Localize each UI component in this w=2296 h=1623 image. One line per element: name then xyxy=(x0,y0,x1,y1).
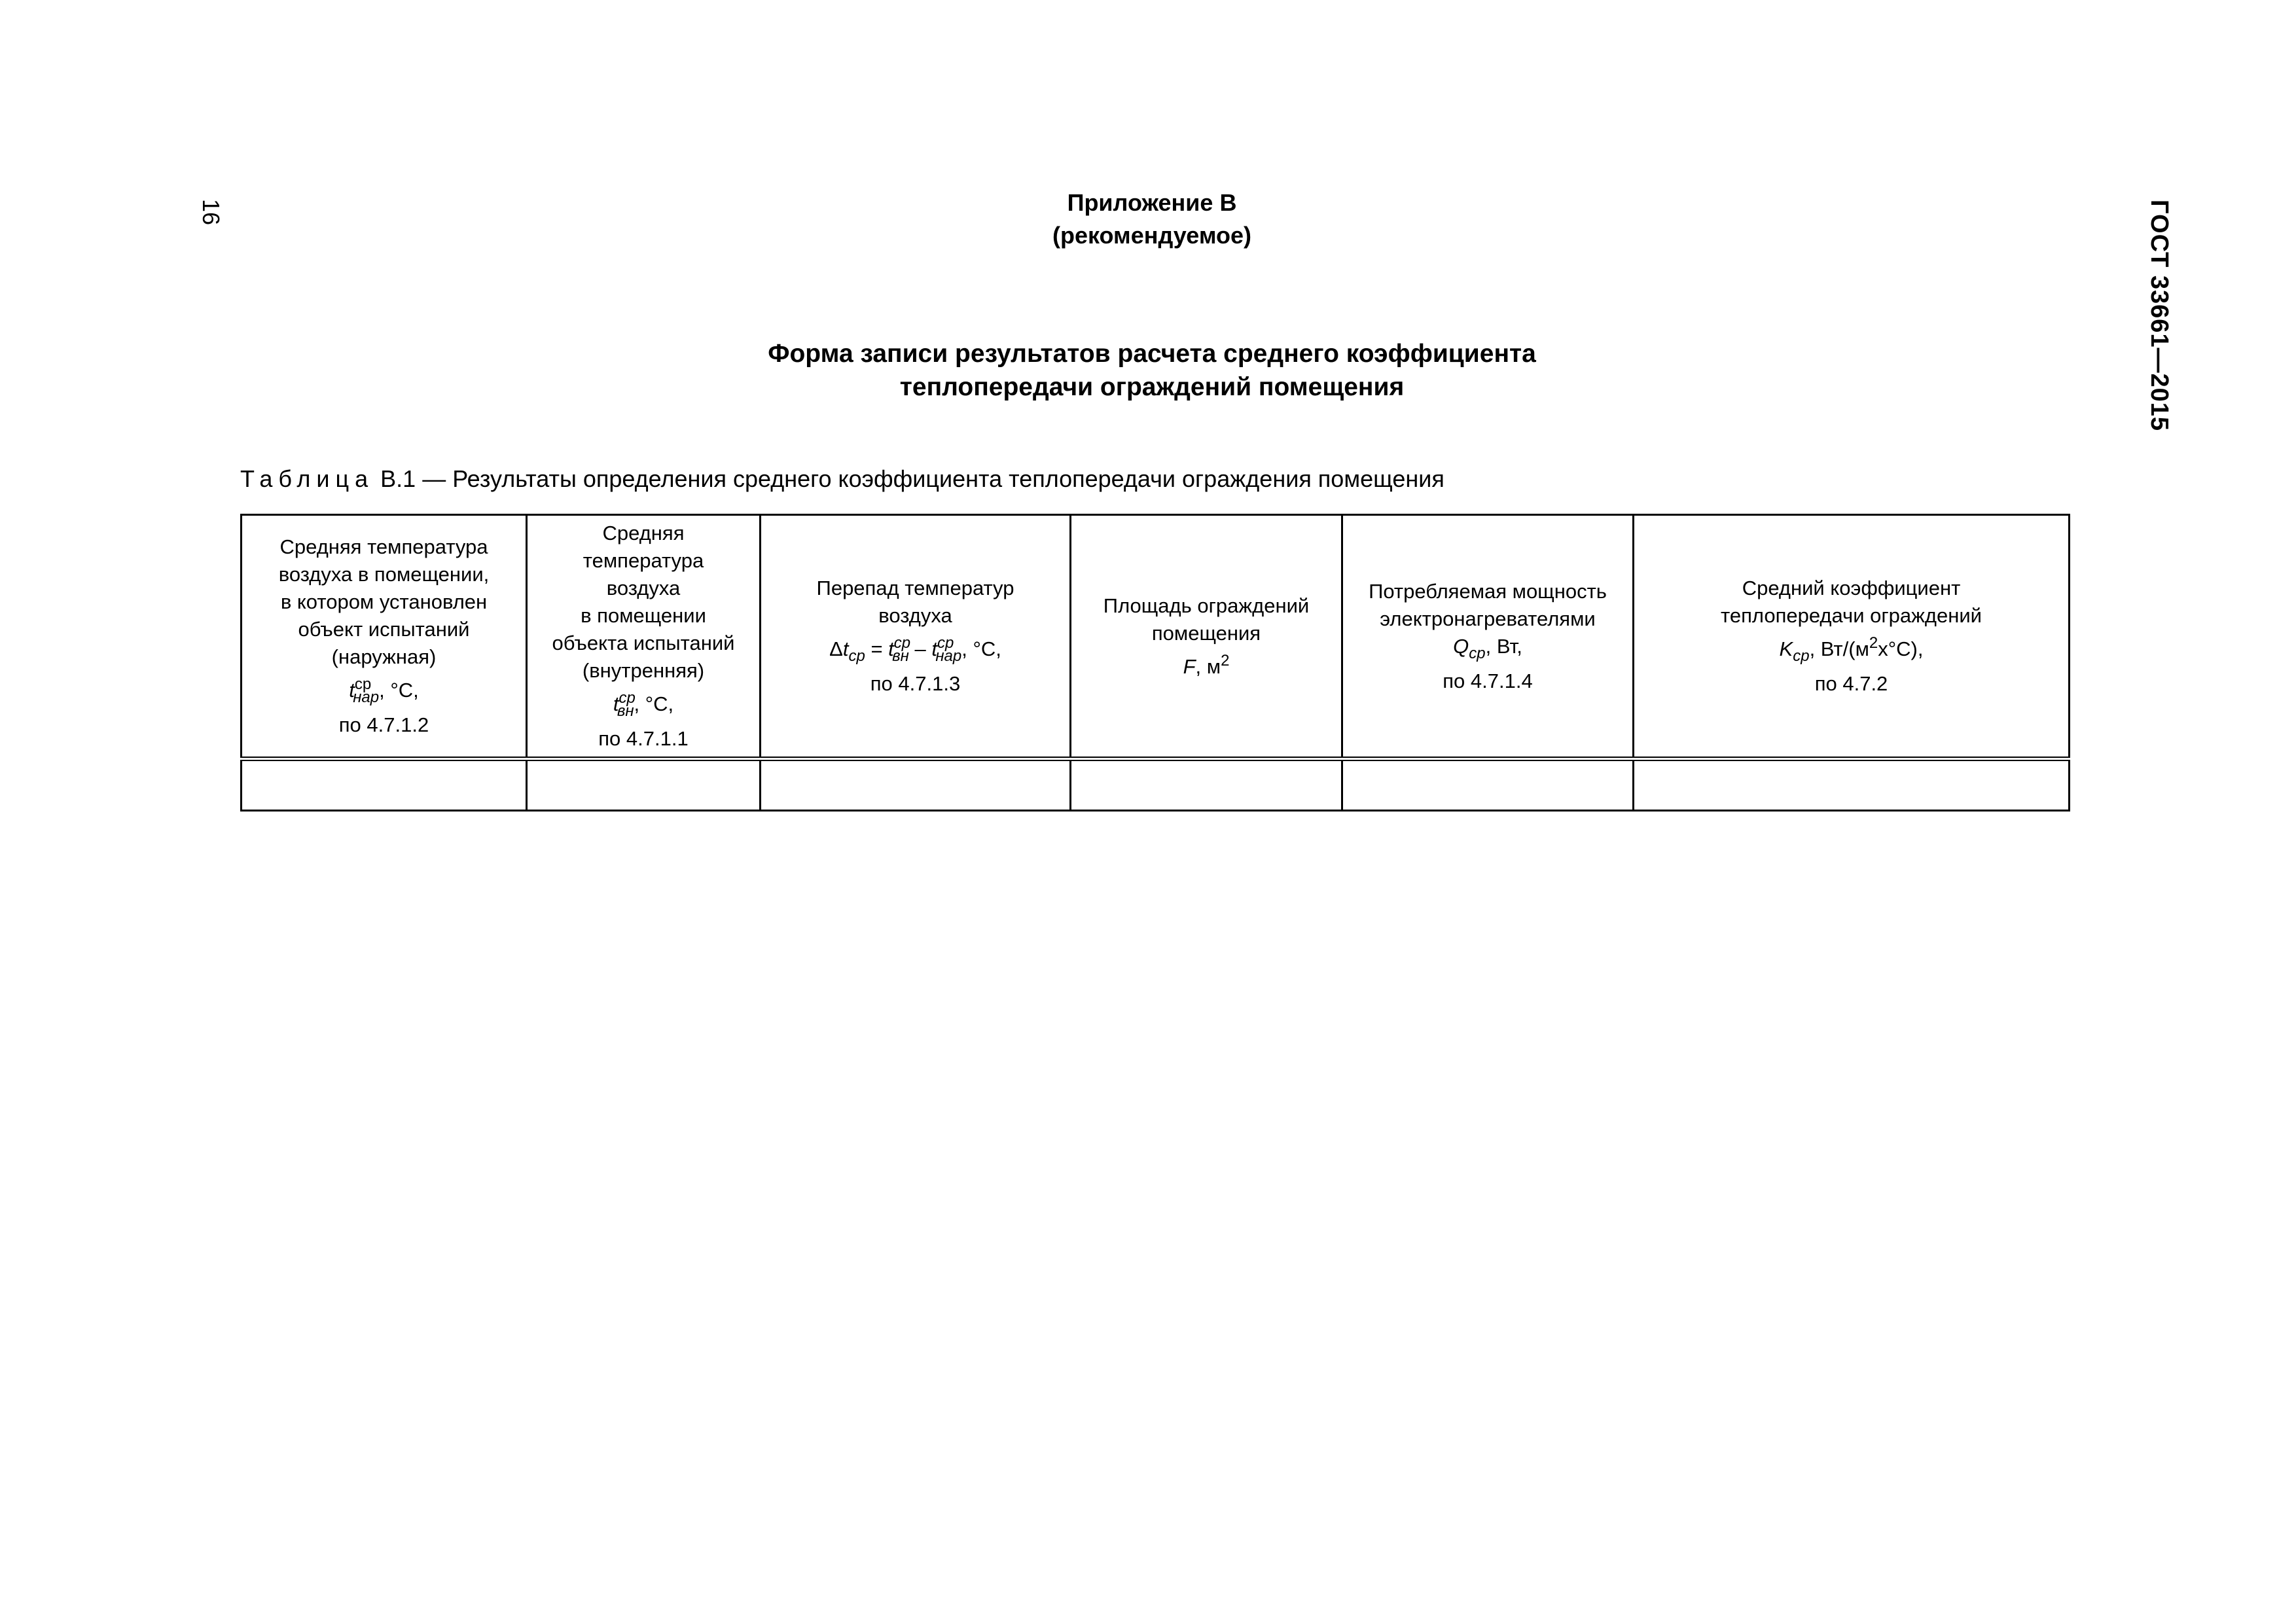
formula-subscript: вн xyxy=(617,702,634,720)
table-header-row xyxy=(242,515,2070,759)
formula-subscript: нар xyxy=(935,647,962,665)
formula-superscript: ср xyxy=(937,634,954,652)
document-code: ГОСТ 33661—2015 xyxy=(2145,200,2173,432)
header-reference: по 4.7.1.1 xyxy=(598,727,689,750)
formula-superscript: ср xyxy=(354,675,372,693)
table-cell xyxy=(1071,759,1342,811)
formula-unit: , °С, xyxy=(379,679,419,702)
table-cell xyxy=(1634,759,2070,811)
table-caption-text: Результаты определения среднего коэффициента теплопередачи ограждения помещения xyxy=(452,465,1444,492)
formula-variable: t xyxy=(888,637,894,660)
header-reference: по 4.7.1.3 xyxy=(870,672,961,695)
formula-unit: , °С, xyxy=(634,692,674,715)
header-enclosure-area xyxy=(1071,515,1342,759)
header-formula xyxy=(1780,630,1924,670)
formula-equals: = xyxy=(865,637,889,660)
table-caption xyxy=(240,463,1444,495)
results-table xyxy=(240,514,2070,812)
header-line: Средняя температура xyxy=(279,535,488,558)
header-line: температура xyxy=(583,549,704,572)
formula-variable: K xyxy=(1779,637,1793,660)
header-formula xyxy=(613,685,673,725)
header-line: теплопередачи ограждений xyxy=(1721,604,1982,627)
header-line: Средний коэффициент xyxy=(1742,577,1961,599)
header-formula xyxy=(1453,633,1522,668)
document-title-line-1: Форма записи результатов расчета среднего коэффициента xyxy=(768,340,1536,368)
table-cell xyxy=(761,759,1071,811)
formula-unit: , Вт/(м xyxy=(1809,637,1869,660)
formula-variable: t xyxy=(931,637,937,660)
header-line: в котором установлен xyxy=(280,590,488,613)
formula-variable: Q xyxy=(1453,634,1469,658)
page-number: 16 xyxy=(198,198,224,226)
formula-subscript: ср xyxy=(1793,647,1810,665)
header-line: Площадь ограждений xyxy=(1103,594,1310,617)
formula-superscript: ср xyxy=(619,689,636,707)
header-line: воздуха xyxy=(878,604,952,627)
appendix-status: (рекомендуемое) xyxy=(1052,222,1251,249)
header-line: Потребляемая мощность xyxy=(1369,579,1607,603)
header-line: объекта испытаний xyxy=(552,632,735,654)
header-formula xyxy=(1183,647,1230,681)
formula-unit-superscript: 2 xyxy=(1221,651,1230,669)
header-formula xyxy=(349,671,419,711)
table-caption-label: Таблица xyxy=(240,465,374,492)
header-reference: по 4.7.2 xyxy=(1814,672,1888,695)
header-line: электронагревателями xyxy=(1380,607,1596,630)
header-heat-transfer-coefficient xyxy=(1634,515,2070,759)
header-heater-power xyxy=(1342,515,1634,759)
formula-subscript: нар xyxy=(353,688,380,706)
header-line: воздуха в помещении, xyxy=(278,563,490,586)
formula-subscript: вн xyxy=(892,647,909,665)
formula-unit: , м xyxy=(1195,654,1221,678)
formula-unit-superscript: 2 xyxy=(1869,634,1878,652)
formula-unit: , Вт, xyxy=(1485,634,1522,658)
formula-unit: , °С, xyxy=(961,637,1001,660)
table-row xyxy=(242,759,2070,811)
table-caption-number: В.1 xyxy=(380,465,416,492)
formula-unit: х°С), xyxy=(1878,637,1924,660)
formula-superscript: ср xyxy=(893,634,911,652)
header-line: (наружная) xyxy=(331,645,437,668)
formula-variable: t xyxy=(842,637,849,660)
table-cell xyxy=(1342,759,1634,811)
header-line: объект испытаний xyxy=(298,618,470,641)
formula-variable: F xyxy=(1183,654,1196,678)
formula-variable: t xyxy=(613,692,619,715)
formula-delta: Δ xyxy=(829,637,843,660)
formula-minus: – xyxy=(908,637,932,660)
header-reference: по 4.7.1.4 xyxy=(1443,669,1533,692)
header-line: помещения xyxy=(1151,621,1261,645)
appendix-heading xyxy=(916,187,1388,252)
header-line: (внутренняя) xyxy=(582,659,705,682)
appendix-title: Приложение В xyxy=(1067,189,1237,216)
header-line: воздуха xyxy=(606,577,681,599)
table-cell xyxy=(527,759,761,811)
header-line: Средняя xyxy=(602,522,685,544)
header-line: Перепад температур xyxy=(816,577,1014,599)
header-formula xyxy=(829,630,1001,670)
header-reference: по 4.7.1.2 xyxy=(338,713,429,736)
table-cell xyxy=(242,759,527,811)
header-outdoor-temperature xyxy=(242,515,527,759)
header-line: в помещении xyxy=(581,604,706,627)
header-temperature-difference xyxy=(761,515,1071,759)
formula-variable: t xyxy=(349,679,355,702)
document-title-line-2: теплопередачи ограждений помещения xyxy=(899,373,1405,401)
header-indoor-temperature xyxy=(527,515,761,759)
formula-subscript: ср xyxy=(848,647,865,665)
document-title xyxy=(655,337,1649,404)
table-caption-dash: — xyxy=(422,465,446,492)
formula-subscript: ср xyxy=(1469,644,1486,662)
